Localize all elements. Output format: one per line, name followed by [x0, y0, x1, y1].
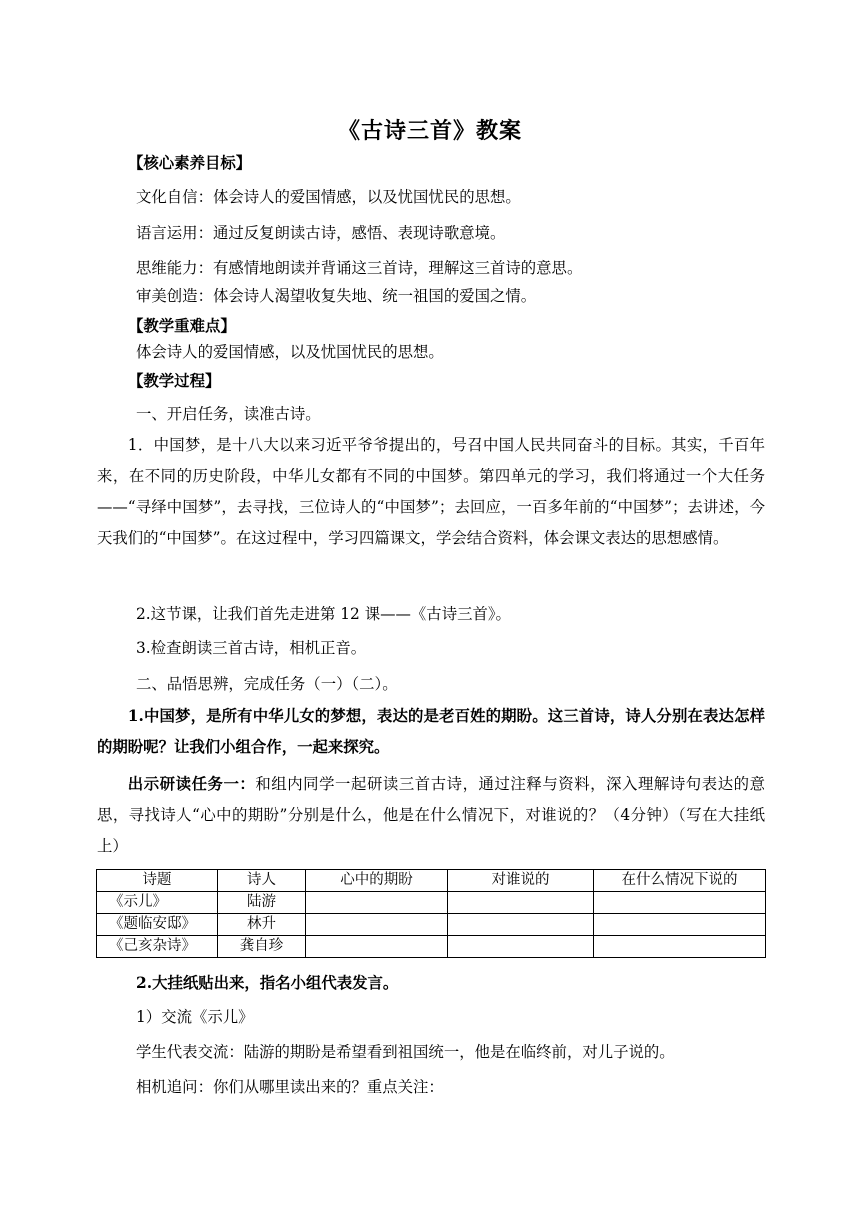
- poet-cell: 林升: [218, 914, 306, 936]
- step-one-heading: 一、开启任务，读准古诗。: [136, 405, 321, 423]
- paragraph-task-one: [97, 769, 765, 862]
- paragraph-reading-check: 3.检查朗读三首古诗，相机正音。: [136, 639, 367, 657]
- empty-cell: [306, 892, 448, 914]
- goal-aesthetic: 审美创造：体会诗人渴望收复失地、统一祖国的爱国之情。: [136, 287, 537, 305]
- paragraph-student-share: 学生代表交流：陆游的期盼是希望看到祖国统一，他是在临终前，对儿子说的。: [136, 1043, 675, 1061]
- poet-cell: 陆游: [218, 892, 306, 914]
- poem-table: [96, 869, 766, 958]
- poet-cell: 龚自珍: [218, 936, 306, 958]
- key-points-heading: 【教学重难点】: [128, 317, 236, 335]
- paragraph-poster-share: 2.大挂纸贴出来，指名小组代表发言。: [136, 974, 399, 992]
- table-header: 诗题: [97, 870, 218, 892]
- key-point-text: 体会诗人的爱国情感，以及忧国忧民的思想。: [136, 343, 444, 361]
- empty-cell: [594, 914, 766, 936]
- empty-cell: [594, 892, 766, 914]
- empty-cell: [306, 914, 448, 936]
- task-one-text: 和组内同学一起研读三首古诗，通过注释与资料，深入理解诗句表达的意思，寻找诗人“心中的期盼”分别是什么，他是在什么情况下，对谁说的？（4分钟）（写在大挂纸上）: [97, 775, 765, 855]
- paragraph-group-inquiry: 1.中国梦，是所有中华儿女的梦想，表达的是老百姓的期盼。这三首诗，诗人分别在表达怎样的期盼呢？让我们小组合作，一起来探究。: [97, 707, 765, 756]
- paragraph-discuss-shier: 1）交流《示儿》: [136, 1008, 254, 1026]
- goal-thinking: 思维能力：有感情地朗读并背诵这三首诗，理解这三首诗的意思。: [136, 259, 583, 277]
- table-header: 诗人: [218, 870, 306, 892]
- empty-cell: [594, 936, 766, 958]
- empty-cell: [306, 936, 448, 958]
- table-header-row: [97, 870, 766, 892]
- step-two-heading: 二、品悟思辨，完成任务（一）（二）。: [136, 675, 398, 693]
- process-heading: 【教学过程】: [128, 372, 221, 390]
- paragraph-follow-up: 相机追问：你们从哪里读出来的？重点关注：: [136, 1078, 444, 1096]
- table-row: [97, 914, 766, 936]
- goal-culture: 文化自信：体会诗人的爱国情感，以及忧国忧民的思想。: [136, 188, 521, 206]
- empty-cell: [448, 936, 594, 958]
- goal-language: 语言运用：通过反复朗读古诗，感悟、表现诗歌意境。: [136, 224, 506, 242]
- table-header: 对谁说的: [448, 870, 594, 892]
- paragraph-lesson-intro: 2.这节课，让我们首先走进第 12 课——《古诗三首》。: [136, 605, 511, 623]
- page-title: 《古诗三首》教案: [337, 119, 522, 144]
- table-header: 在什么情况下说的: [594, 870, 766, 892]
- empty-cell: [448, 914, 594, 936]
- empty-cell: [448, 892, 594, 914]
- poem-title-cell: 《示儿》: [97, 892, 218, 914]
- table-row: [97, 936, 766, 958]
- table-row: [97, 892, 766, 914]
- poem-title-cell: 《己亥杂诗》: [97, 936, 218, 958]
- core-goals-heading: 【核心素养目标】: [128, 154, 252, 172]
- task-one-label: 出示研读任务一：: [127, 775, 256, 793]
- poem-title-cell: 《题临安邸》: [97, 914, 218, 936]
- table-header: 心中的期盼: [306, 870, 448, 892]
- paragraph-chinese-dream: 1．中国梦，是十八大以来习近平爷爷提出的，号召中国人民共同奋斗的目标。其实，千百年来，在不同的历史阶段，中华儿女都有不同的中国梦。第四单元的学习，我们将通过一个大任务——“寻绎中国梦”，去寻找，三位诗人的“中国梦”；去回应，一百多年前的“中国梦”；去讲述，今天我们的“中国梦”。在这过程中，学习四篇课文，学会结合资料，体会课文表达的思想感情。: [97, 436, 765, 547]
